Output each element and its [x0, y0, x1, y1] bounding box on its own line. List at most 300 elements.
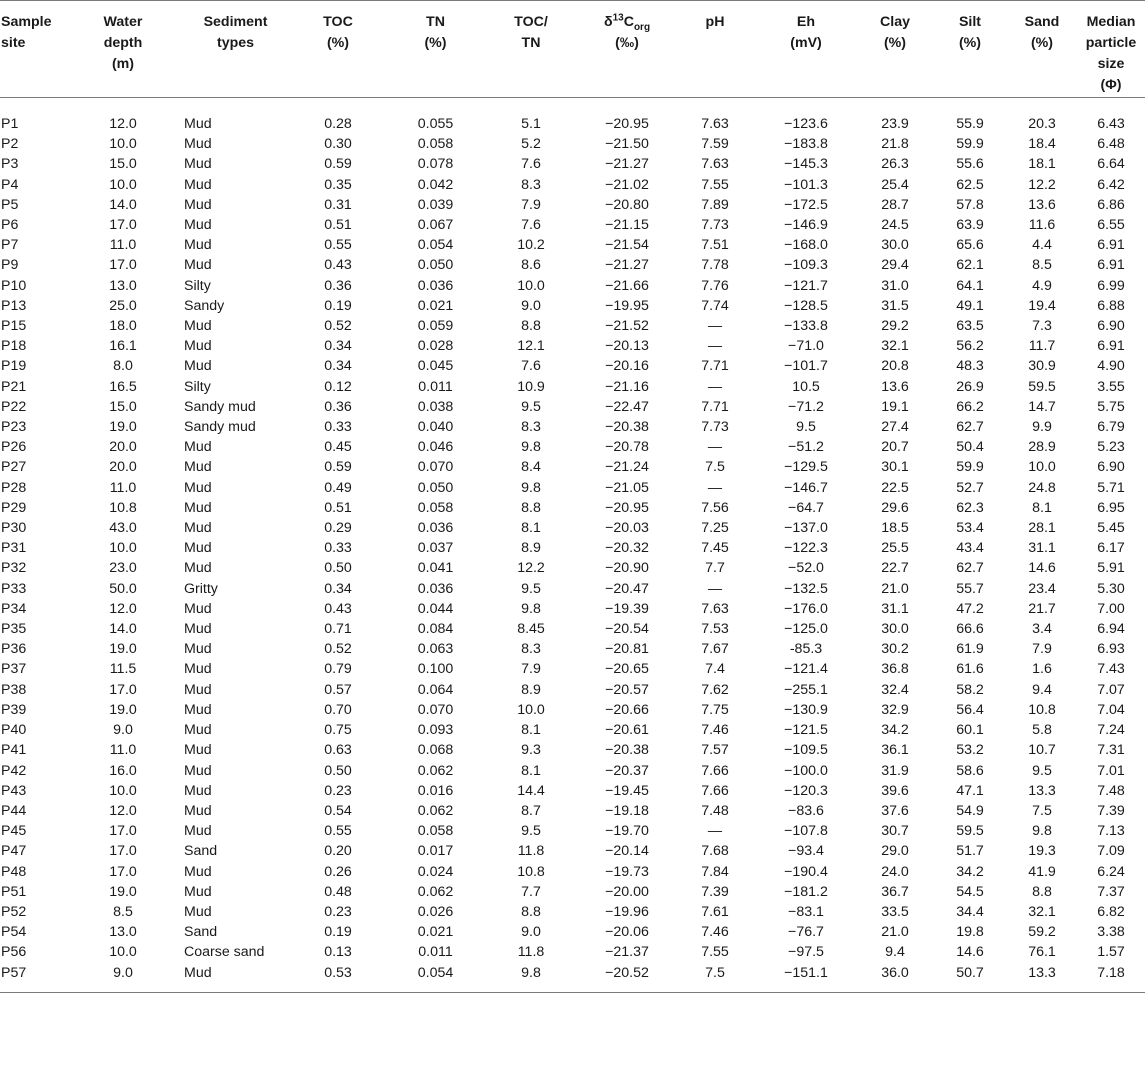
table-row [0, 276, 1145, 296]
cell-median-size: 5.23 [1097, 439, 1125, 456]
cell-sample-site: P7 [1, 237, 19, 254]
cell-tn: 0.070 [417, 701, 454, 718]
cell-eh: −71.2 [788, 398, 824, 415]
cell-clay: 18.5 [881, 520, 909, 537]
cell-delta13c: −20.03 [605, 520, 649, 537]
cell-eh: −121.7 [784, 277, 828, 294]
cell-water-depth: 8.0 [113, 358, 133, 375]
cell-ph: — [707, 338, 723, 355]
table-row [0, 134, 1145, 154]
header-line: types [216, 35, 255, 51]
cell-median-size: 6.88 [1097, 297, 1125, 314]
cell-eh: −133.8 [784, 318, 828, 335]
cell-sediment-type: Sand [184, 924, 218, 941]
cell-toc-tn-ratio: 8.3 [521, 176, 541, 193]
cell-silt: 14.6 [956, 944, 984, 961]
cell-clay: 30.7 [881, 823, 909, 840]
cell-tn: 0.070 [417, 459, 454, 476]
cell-tn: 0.078 [417, 156, 454, 173]
cell-median-size: 7.04 [1097, 701, 1125, 718]
cell-water-depth: 19.0 [109, 419, 137, 436]
cell-toc-tn-ratio: 12.1 [517, 338, 545, 355]
cell-delta13c: −21.66 [605, 277, 649, 294]
table-row [0, 700, 1145, 720]
cell-sediment-type: Mud [184, 742, 212, 759]
cell-silt: 52.7 [956, 479, 984, 496]
cell-toc-tn-ratio: 9.8 [483, 963, 579, 993]
cell-toc-tn-ratio: 7.7 [521, 883, 541, 900]
cell-ph: 7.25 [701, 520, 729, 537]
header-line: Sediment [203, 14, 268, 30]
col-header-sample-site [0, 1, 63, 98]
cell-ph: 7.55 [701, 944, 729, 961]
cell-sediment-type: Silty [184, 277, 211, 294]
cell-toc-tn-ratio: 7.6 [521, 358, 541, 375]
delta-superscript: 13 [612, 12, 624, 24]
cell-delta13c: −19.73 [605, 863, 649, 880]
cell-median-size: 6.91 [1097, 338, 1125, 355]
cell-median-size: 3.38 [1097, 924, 1125, 941]
cell-clay: 29.2 [881, 318, 909, 335]
cell-silt: 54.5 [956, 883, 984, 900]
cell-clay: 21.8 [881, 136, 909, 153]
cell-water-depth: 8.5 [113, 903, 133, 920]
cell-ph: 7.73 [701, 217, 729, 234]
col-header-delta13c [579, 1, 675, 98]
cell-ph: 7.89 [701, 196, 729, 213]
table-row [0, 761, 1145, 781]
cell-eh: −97.5 [788, 944, 824, 961]
cell-tn: 0.036 [417, 277, 454, 294]
cell-sample-site: P29 [1, 499, 27, 516]
cell-eh: −128.5 [784, 297, 828, 314]
cell-ph: 7.48 [701, 802, 729, 819]
delta-symbol: δ [603, 14, 613, 30]
cell-silt: 43.4 [956, 540, 984, 557]
col-header-toc [288, 1, 388, 98]
cell-median-size: 5.71 [1097, 479, 1125, 496]
cell-toc-tn-ratio: 5.2 [521, 136, 541, 153]
cell-sand: 10.0 [1028, 459, 1056, 476]
cell-sediment-type: Mud [184, 338, 212, 355]
cell-silt: 50.4 [956, 439, 984, 456]
cell-clay: 36.1 [881, 742, 909, 759]
cell-silt: 62.5 [956, 176, 984, 193]
cell-eh: −120.3 [784, 782, 828, 799]
cell-silt: 64.1 [956, 277, 984, 294]
cell-tn: 0.067 [417, 217, 454, 234]
cell-median-size: 7.43 [1097, 661, 1125, 678]
cell-tn: 0.058 [417, 823, 454, 840]
cell-ph: 7.63 [701, 600, 729, 617]
cell-water-depth: 15.0 [109, 156, 137, 173]
cell-clay: 36.0 [857, 963, 933, 993]
cell-ph: — [707, 479, 723, 496]
cell-tn: 0.068 [417, 742, 454, 759]
cell-toc: 0.63 [324, 742, 352, 759]
cell-sand: 13.3 [1007, 963, 1077, 993]
cell-clay: 31.5 [881, 297, 909, 314]
table-row [0, 538, 1145, 558]
cell-median-size: 7.48 [1097, 782, 1125, 799]
cell-eh: −83.6 [788, 802, 824, 819]
header-line: (%) [883, 35, 907, 51]
cell-eh: −137.0 [784, 520, 828, 537]
table-row [0, 821, 1145, 841]
cell-sediment-type: Sandy mud [184, 398, 256, 415]
cell-sand: 12.2 [1028, 176, 1056, 193]
cell-clay: 29.0 [881, 843, 909, 860]
cell-tn: 0.058 [417, 136, 454, 153]
cell-silt: 62.7 [956, 560, 984, 577]
cell-toc: 0.23 [324, 903, 352, 920]
col-header-water-depth [63, 1, 183, 98]
table-row [0, 720, 1145, 740]
cell-toc-tn-ratio: 9.3 [521, 742, 541, 759]
col-header-clay [857, 1, 933, 98]
table-row [0, 659, 1145, 679]
cell-sand: 7.9 [1032, 641, 1052, 658]
cell-tn: 0.054 [417, 237, 454, 254]
table-row [0, 437, 1145, 457]
cell-eh: −122.3 [784, 540, 828, 557]
cell-tn: 0.100 [417, 661, 454, 678]
cell-sample-site: P26 [1, 439, 27, 456]
cell-ph: 7.5 [705, 459, 725, 476]
cell-silt: 63.5 [956, 318, 984, 335]
cell-toc: 0.43 [324, 600, 352, 617]
cell-median-size: 6.95 [1097, 499, 1125, 516]
cell-delta13c: −21.27 [605, 257, 649, 274]
cell-eh: −83.1 [788, 903, 824, 920]
cell-toc-tn-ratio: 14.4 [517, 782, 545, 799]
cell-silt: 47.1 [956, 782, 984, 799]
cell-sample-site: P33 [1, 580, 27, 597]
cell-delta13c: −20.32 [605, 540, 649, 557]
cell-water-depth: 11.5 [109, 661, 137, 678]
cell-toc-tn-ratio: 9.8 [521, 600, 541, 617]
header-line: (%) [1030, 35, 1054, 51]
cell-delta13c: −20.81 [605, 641, 649, 658]
cell-delta13c: −20.38 [605, 742, 649, 759]
cell-median-size: 7.31 [1097, 742, 1125, 759]
cell-median-size: 6.90 [1097, 459, 1125, 476]
table-row [0, 579, 1145, 599]
table-body [0, 98, 1145, 993]
cell-sand: 1.6 [1032, 661, 1052, 678]
cell-silt: 65.6 [956, 237, 984, 254]
cell-median-size: 6.91 [1097, 237, 1125, 254]
cell-silt: 62.1 [956, 257, 984, 274]
cell-sample-site: P9 [1, 257, 19, 274]
cell-median-size: 6.93 [1097, 641, 1125, 658]
cell-water-depth: 17.0 [109, 843, 137, 860]
cell-tn: 0.038 [417, 398, 454, 415]
cell-toc: 0.53 [288, 963, 388, 993]
cell-sand: 4.4 [1032, 237, 1052, 254]
table-row [0, 316, 1145, 336]
cell-delta13c: −20.54 [605, 621, 649, 638]
cell-water-depth: 14.0 [109, 621, 137, 638]
cell-delta13c: −19.39 [605, 600, 649, 617]
cell-sand: 9.8 [1032, 823, 1052, 840]
cell-tn: 0.040 [417, 419, 454, 436]
cell-silt: 58.6 [956, 762, 984, 779]
header-line: (%) [326, 35, 350, 51]
cell-water-depth: 17.0 [109, 217, 137, 234]
cell-ph: 7.71 [701, 398, 729, 415]
cell-tn: 0.026 [417, 903, 454, 920]
cell-sand: 11.6 [1028, 217, 1056, 234]
cell-sample-site: P23 [1, 419, 27, 436]
table-row [0, 397, 1145, 417]
cell-clay: 20.8 [881, 358, 909, 375]
cell-sample-site: P51 [1, 883, 27, 900]
cell-sediment-type: Mud [183, 963, 288, 993]
cell-sand: 14.6 [1028, 560, 1056, 577]
cell-sand: 8.1 [1032, 499, 1052, 516]
cell-water-depth: 10.8 [109, 499, 137, 516]
cell-toc: 0.31 [324, 196, 352, 213]
header-line: Water [103, 14, 143, 30]
cell-silt: 63.9 [956, 217, 984, 234]
cell-ph: 7.76 [701, 277, 729, 294]
table-row [0, 639, 1145, 659]
cell-eh: −146.9 [784, 217, 828, 234]
cell-sample-site: P19 [1, 358, 27, 375]
cell-tn: 0.059 [417, 318, 454, 335]
cell-silt: 62.3 [956, 499, 984, 516]
cell-ph: 7.57 [701, 742, 729, 759]
cell-sand: 9.5 [1032, 762, 1052, 779]
cell-sediment-type: Silty [184, 378, 211, 395]
cell-sample-site: P44 [1, 802, 27, 819]
cell-sediment-type: Mud [184, 318, 212, 335]
cell-delta13c: −21.16 [605, 378, 649, 395]
cell-silt: 54.9 [956, 802, 984, 819]
header-line: particle [1085, 35, 1137, 51]
cell-eh: 10.5 [792, 378, 820, 395]
cell-sediment-type: Mud [184, 358, 212, 375]
cell-clay: 29.6 [881, 499, 909, 516]
cell-ph: 7.55 [701, 176, 729, 193]
cell-eh: −190.4 [784, 863, 828, 880]
cell-toc-tn-ratio: 12.2 [517, 560, 545, 577]
table-row [0, 740, 1145, 760]
cell-clay: 29.4 [881, 257, 909, 274]
cell-delta13c: −20.14 [605, 843, 649, 860]
cell-ph: 7.45 [701, 540, 729, 557]
cell-toc-tn-ratio: 11.8 [517, 944, 545, 961]
cell-sample-site: P21 [1, 378, 27, 395]
cell-median-size: 5.75 [1097, 398, 1125, 415]
cell-sediment-type: Mud [184, 883, 212, 900]
cell-water-depth: 11.0 [109, 742, 137, 759]
cell-ph: 7.68 [701, 843, 729, 860]
cell-toc: 0.35 [324, 176, 352, 193]
header-line: Clay [880, 14, 910, 30]
table-row [0, 417, 1145, 437]
cell-sand: 9.4 [1032, 681, 1052, 698]
table-row [0, 862, 1145, 882]
cell-clay: 36.8 [881, 661, 909, 678]
cell-silt: 19.8 [956, 924, 984, 941]
cell-delta13c: −20.06 [605, 924, 649, 941]
cell-ph: 7.78 [701, 257, 729, 274]
cell-ph: 7.46 [701, 722, 729, 739]
cell-silt: 56.4 [956, 701, 984, 718]
cell-median-size: 6.91 [1097, 257, 1125, 274]
cell-silt: 56.2 [956, 338, 984, 355]
cell-toc-tn-ratio: 9.5 [521, 580, 541, 597]
cell-sediment-type: Mud [184, 176, 212, 193]
delta-subscript: org [633, 21, 651, 33]
cell-sediment-type: Mud [184, 641, 212, 658]
cell-water-depth: 11.0 [109, 237, 137, 254]
cell-delta13c: −21.50 [605, 136, 649, 153]
cell-sand: 5.8 [1032, 722, 1052, 739]
cell-eh: −181.2 [784, 883, 828, 900]
cell-delta13c: −21.15 [605, 217, 649, 234]
table-row [0, 680, 1145, 700]
cell-silt: 47.2 [956, 600, 984, 617]
cell-water-depth: 11.0 [109, 479, 137, 496]
cell-clay: 23.9 [881, 116, 909, 132]
cell-water-depth: 10.0 [109, 944, 137, 961]
cell-water-depth: 20.0 [109, 439, 137, 456]
cell-tn: 0.093 [417, 722, 454, 739]
cell-sediment-type: Mud [184, 499, 212, 516]
cell-eh: −151.1 [755, 963, 857, 993]
cell-sediment-type: Mud [184, 903, 212, 920]
header-line: Eh [796, 14, 816, 30]
cell-sediment-type: Mud [184, 722, 212, 739]
cell-toc-tn-ratio: 10.8 [517, 863, 545, 880]
cell-clay: 9.4 [885, 944, 905, 961]
cell-sediment-type: Sandy mud [184, 419, 256, 436]
cell-toc: 0.57 [324, 681, 352, 698]
cell-ph: 7.84 [701, 863, 729, 880]
cell-clay: 32.4 [881, 681, 909, 698]
cell-toc: 0.43 [324, 257, 352, 274]
cell-toc: 0.34 [324, 580, 352, 597]
cell-toc-tn-ratio: 7.9 [521, 196, 541, 213]
cell-eh: −93.4 [788, 843, 824, 860]
cell-toc-tn-ratio: 8.9 [521, 540, 541, 557]
cell-clay: 32.1 [881, 338, 909, 355]
header-line: (mV) [790, 35, 822, 51]
cell-tn: 0.011 [418, 944, 453, 961]
header-line: TN [426, 14, 445, 30]
cell-delta13c: −19.95 [605, 297, 649, 314]
cell-median-size: 7.37 [1097, 883, 1125, 900]
cell-water-depth: 50.0 [109, 580, 137, 597]
cell-water-depth: 10.0 [109, 782, 137, 799]
cell-clay: 36.7 [881, 883, 909, 900]
cell-sample-site: P45 [1, 823, 27, 840]
cell-median-size: 6.17 [1097, 540, 1125, 557]
cell-sand: 24.8 [1028, 479, 1056, 496]
cell-sediment-type: Mud [184, 439, 212, 456]
cell-sediment-type: Mud [184, 621, 212, 638]
cell-median-size: 7.24 [1097, 722, 1125, 739]
cell-median-size: 6.86 [1097, 196, 1125, 213]
cell-sediment-type: Mud [184, 217, 212, 234]
cell-median-size: 3.55 [1097, 378, 1125, 395]
cell-eh: −109.3 [784, 257, 828, 274]
header-line: (m) [111, 56, 135, 72]
cell-eh: −121.5 [784, 722, 828, 739]
cell-sand: 13.6 [1028, 196, 1056, 213]
delta-carbon: C [623, 14, 634, 30]
cell-toc: 0.20 [324, 843, 352, 860]
cell-sediment-type: Mud [184, 681, 212, 698]
cell-sample-site: P27 [1, 459, 27, 476]
cell-water-depth: 9.0 [113, 722, 133, 739]
cell-water-depth: 16.5 [109, 378, 137, 395]
cell-delta13c: −19.70 [605, 823, 649, 840]
cell-sediment-type: Mud [184, 459, 212, 476]
cell-delta13c: −20.66 [605, 701, 649, 718]
header-line: site [1, 35, 26, 51]
cell-clay: 39.6 [881, 782, 909, 799]
header-line: Median [1086, 14, 1136, 30]
cell-toc: 0.71 [324, 621, 352, 638]
cell-toc-tn-ratio: 9.8 [521, 479, 541, 496]
cell-ph: 7.51 [701, 237, 729, 254]
cell-clay: 13.6 [881, 378, 909, 395]
cell-clay: 32.9 [881, 701, 909, 718]
cell-tn: 0.044 [417, 600, 454, 617]
cell-tn: 0.036 [417, 520, 454, 537]
cell-toc-tn-ratio: 8.1 [521, 762, 541, 779]
cell-eh: −109.5 [784, 742, 828, 759]
cell-clay: 21.0 [881, 924, 909, 941]
cell-delta13c: −21.02 [605, 176, 649, 193]
cell-eh: −125.0 [784, 621, 828, 638]
cell-toc-tn-ratio: 8.9 [521, 681, 541, 698]
cell-median-size: 7.13 [1097, 823, 1125, 840]
cell-delta13c: −19.18 [605, 802, 649, 819]
cell-water-depth: 12.0 [109, 116, 137, 132]
cell-silt: 58.2 [956, 681, 984, 698]
cell-sample-site: P52 [1, 903, 27, 920]
cell-median-size: 6.90 [1097, 318, 1125, 335]
cell-toc: 0.28 [324, 116, 352, 132]
cell-toc-tn-ratio: 9.0 [521, 297, 541, 314]
cell-toc: 0.33 [324, 419, 352, 436]
cell-water-depth: 17.0 [109, 681, 137, 698]
cell-toc-tn-ratio: 8.8 [521, 499, 541, 516]
cell-silt: 53.2 [956, 742, 984, 759]
cell-toc-tn-ratio: 8.3 [521, 641, 541, 658]
cell-tn: 0.062 [417, 802, 454, 819]
cell-tn: 0.050 [417, 479, 454, 496]
table-row [0, 255, 1145, 275]
cell-sample-site: P38 [1, 681, 27, 698]
cell-delta13c: −21.54 [605, 237, 649, 254]
cell-toc: 0.50 [324, 762, 352, 779]
header-line: (Φ) [1100, 77, 1122, 93]
cell-tn: 0.055 [417, 116, 454, 132]
cell-sample-site: P6 [1, 217, 19, 234]
cell-tn: 0.084 [417, 621, 454, 638]
cell-silt: 60.1 [956, 722, 984, 739]
cell-toc: 0.19 [324, 924, 352, 941]
cell-toc: 0.55 [324, 823, 352, 840]
cell-water-depth: 25.0 [109, 297, 137, 314]
table-row [0, 235, 1145, 255]
